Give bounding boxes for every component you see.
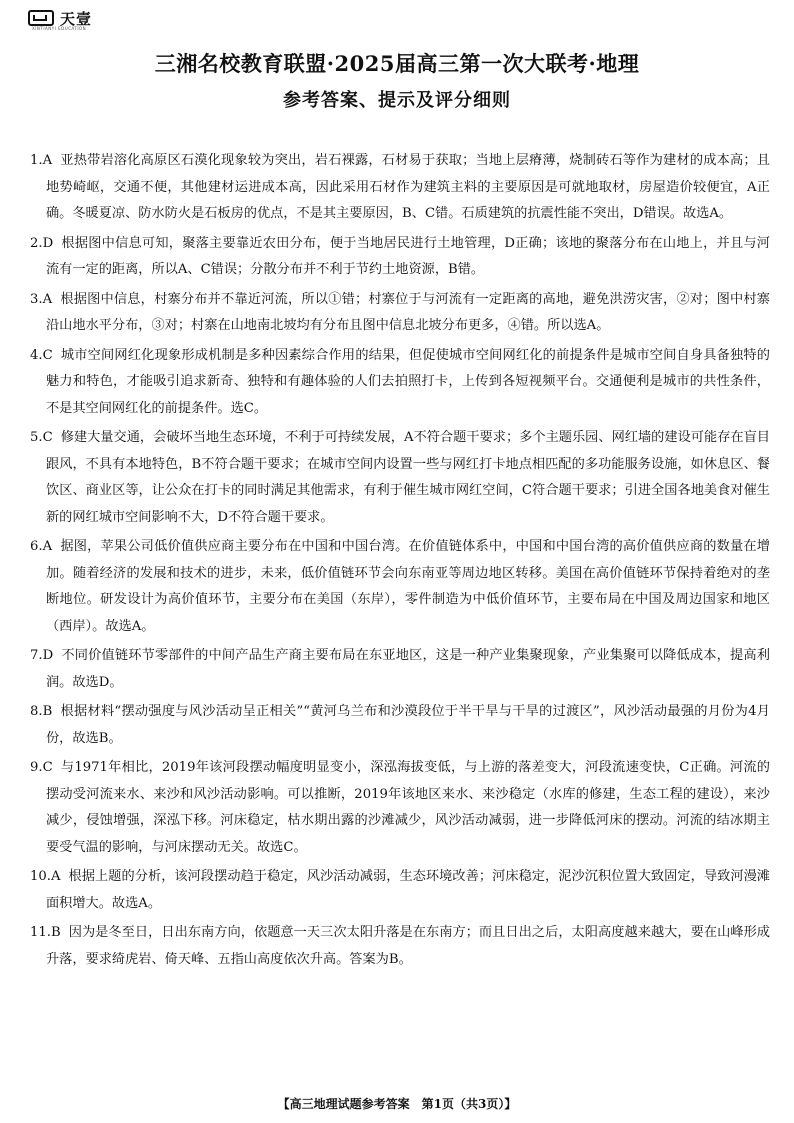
answer-number: 4.C bbox=[30, 347, 53, 363]
answer-text: 根据材料“摆动强度与风沙活动呈正相关”“黄河乌兰布和沙漠段位于半干旱与干旱的过渡区”，风沙活动最强的月份为4月份，故选B。 bbox=[46, 704, 770, 746]
answer-number: 1.A bbox=[30, 153, 53, 168]
answer-item bbox=[30, 425, 770, 531]
answer-number: 7.D bbox=[30, 648, 54, 663]
answer-item bbox=[30, 699, 770, 752]
answer-text: 根据上题的分析，该河段摆动趋于稳定，风沙活动减弱，生态环境改善；河床稳定，泥沙沉积位置大致固定，导致河漫滩面积增大。故选A。 bbox=[46, 869, 770, 911]
answer-text: 与1971年相比，2019年该河段摆动幅度明显变小，深泓海拔变低，与上游的落差变大，河段流速变快，C正确。河流的摆动受河流来水、来沙和风沙活动影响。可以推断，2019年该地区来水、来沙稳定（水库的修建，生态工程的建设），来沙减少，侵蚀增强，深泓下移。河床稳定，枯水期出露的沙滩减少，风沙活动减弱，进一步降低河床的摆动。河流的结冰期主要受气温的影响，与河床摆动无关。故选C。 bbox=[46, 760, 770, 855]
answer-text: 亚热带岩溶化高原区石漠化现象较为突出，岩石裸露，石材易于获取；当地上层瘠薄，烧制砖石等作为建材的成本高；且地势崎岖，交通不便，其他建材运进成本高，因此采用石材作为建筑主料的主要原因是可就地取材，房屋造价较便宜，A正确。冬暖夏凉、防水防火是石板房的优点，不是其主要原因，B、C错。石质建筑的抗震性能不突出，D错误。故选A。 bbox=[46, 153, 770, 221]
answer-text: 修建大量交通，会破坏当地生态环境，不利于可持续发展，A不符合题干要求；多个主题乐园、网红墙的建设可能存在盲目跟风，不具有本地特色，B不符合题干要求；在城市空间内设置一些与网红打卡地点相匹配的多功能服务设施，如休息区、餐饮区、商业区等，让公众在打卡的同时满足其他需求，有利于催生城市网红空间，C符合题干要求；引进全国各地美食对催生新的网红城市空间影响不大，D不符合题干要求。 bbox=[46, 430, 770, 525]
answer-number: 8.B bbox=[30, 704, 53, 719]
answer-number: 10.A bbox=[30, 869, 61, 884]
logo-mark-icon bbox=[28, 10, 54, 26]
answer-item bbox=[30, 343, 770, 423]
answer-item bbox=[30, 755, 770, 861]
answer-item bbox=[30, 534, 770, 640]
answer-item bbox=[30, 920, 770, 973]
answer-list bbox=[30, 148, 770, 976]
logo-subtext: XINTIANYI EDUCATION bbox=[32, 26, 87, 31]
answer-item bbox=[30, 287, 770, 340]
answer-number: 2.D bbox=[30, 235, 54, 251]
answer-item bbox=[30, 148, 770, 228]
answer-text: 据图，苹果公司低价值供应商主要分布在中国和中国台湾。在价值链体系中，中国和中国台湾的高价值供应商的数量在增加。随着经济的发展和技术的进步，未来，低价值链环节会向东南亚等周边地区转移。美国在高价值链环节保持着绝对的垄断地位。研发设计为高价值环节，主要分布在美国（东岸），零件制造为中低价值环节，主要布局在中国及周边国家和地区（西岸）。故选A。 bbox=[46, 539, 770, 634]
answer-text: 根据图中信息可知，聚落主要靠近农田分布，便于当地居民进行土地管理，D正确；该地的聚落分布在山地上，并且与河流有一定的距离，所以A、C错误；分散分布并不利于节约土地资源，B错。 bbox=[46, 235, 770, 277]
answer-number: 3.A bbox=[30, 291, 53, 307]
page-title: 三湘名校教育联盟·2025届高三第一次大联考·地理 bbox=[154, 51, 640, 76]
answer-text: 城市空间网红化现象形成机制是多种因素综合作用的结果，但促使城市空间网红化的前提条件是城市空间自身具备独特的魅力和特色，才能吸引追求新奇、独特和有趣体验的人们去拍照打卡，上传到各短视频平台。交通便利是城市的共性条件，不是其空间网红化的前提条件。选C。 bbox=[46, 347, 770, 416]
answer-text: 不同价值链环节零部件的中间产品生产商主要布局在东亚地区，这是一种产业集聚现象，产业集聚可以降低成本，提高利润。故选D。 bbox=[46, 648, 770, 690]
answer-text: 因为是冬至日，日出东南方向，依题意一天三次太阳升落是在东南方；而且日出之后，太阳高度越来越大，要在山峰形成升落，要求绮虎岩、倚天峰、五指山高度依次升高。答案为B。 bbox=[46, 925, 770, 967]
answer-number: 9.C bbox=[30, 760, 53, 775]
answer-number: 6.A bbox=[30, 539, 53, 554]
page-subtitle: 参考答案、提示及评分细则 bbox=[283, 90, 511, 111]
answer-item bbox=[30, 643, 770, 696]
logo-text: 天壹 bbox=[60, 9, 93, 28]
answer-number: 11.B bbox=[30, 925, 61, 940]
publisher-logo bbox=[28, 8, 92, 28]
page-footer: 【高三地理试题参考答案 第1页（共3页）】 bbox=[277, 1097, 517, 1111]
answer-text: 根据图中信息，村寨分布并不靠近河流，所以①错；村寨位于与河流有一定距离的高地，避免洪涝灾害，②对；图中村寨沿山地水平分布，③对；村寨在山地南北坡均有分布且图中信息北坡分布更多，④错。所以选A。 bbox=[46, 291, 770, 333]
answer-item bbox=[30, 231, 770, 284]
answer-item bbox=[30, 864, 770, 917]
answer-number: 5.C bbox=[30, 430, 53, 445]
